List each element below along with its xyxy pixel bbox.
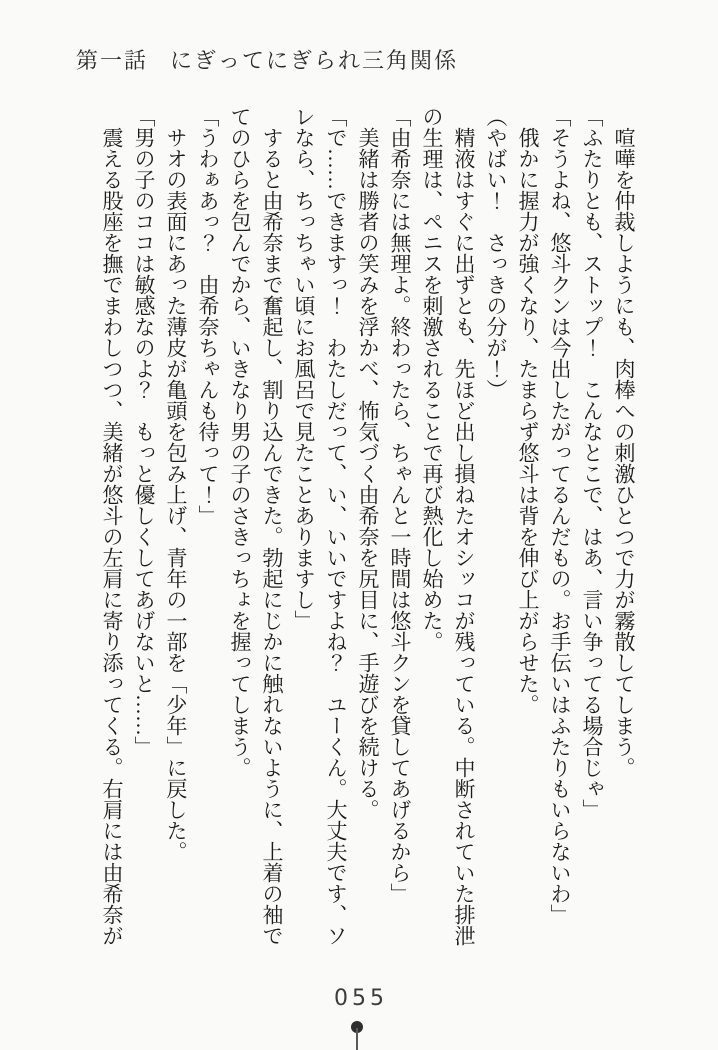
paragraph: 「そうよね、悠斗クンは今出したがってるんだもの。お手伝いはふたりもいらないわ」 <box>548 106 572 925</box>
paragraph: 「ふたりとも、ストップ！ こんなとこで、はあ、言い争ってる場合じゃ」 <box>580 106 604 820</box>
paragraph: 「で……できますっ！ わたしだって、い、いいですよね？ ユーくん。大丈夫です、ソレなら、ちっちゃい頃にお風呂で見たことありますし」 <box>292 106 348 946</box>
paragraph: 震える股座を撫でまわしつつ、美緒が悠斗の左肩に寄り添ってくる。右肩には由希奈が <box>100 106 124 946</box>
paragraph: すると由希奈まで奮起し、割り込んできた。勃起にじかに触れないように、上着の袖でてのひらを包んでから、いきなり男の子のさきっちょを握ってしまう。 <box>228 106 284 946</box>
page-number: 055 <box>334 986 388 1011</box>
paragraph: サオの表面にあった薄皮が亀頭を包み上げ、青年の一部を「少年」に戻した。 <box>164 106 188 862</box>
chapter-header <box>76 44 458 75</box>
paragraph: （やばい！ さっきの分が！） <box>484 106 508 400</box>
paragraph: 「由希奈には無理よ。終わったら、ちゃんと一時間は悠斗クンを貸してあげるから」 <box>388 106 412 904</box>
chapter-number: 第一話 <box>76 48 149 73</box>
paragraph: 美緒は勝者の笑みを浮かべ、怖気づく由希奈を尻目に、手遊びを続ける。 <box>356 106 380 820</box>
paragraph: 俄かに握力が強くなり、たまらず悠斗は背を伸び上がらせた。 <box>516 106 540 715</box>
text-body <box>96 106 640 951</box>
chapter-title: にぎってにぎられ三角関係 <box>170 48 459 73</box>
paragraph: 「男の子のココは敏感なのよ？ もっと優しくしてあげないと……」 <box>132 106 156 757</box>
paragraph: 「うわぁあっ？ 由希奈ちゃんも待って！」 <box>196 106 220 526</box>
paragraph: 喧嘩を仲裁しようにも、肉棒への刺激ひとつで力が霧散してしまう。 <box>612 106 636 778</box>
page-marker-stem <box>356 1028 358 1050</box>
paragraph: 精液はすぐに出ずとも、先ほど出し損ねたオシッコが残っている。中断されていた排泄の生理は、ペニスを刺激されることで再び熱化し始めた。 <box>420 106 476 946</box>
